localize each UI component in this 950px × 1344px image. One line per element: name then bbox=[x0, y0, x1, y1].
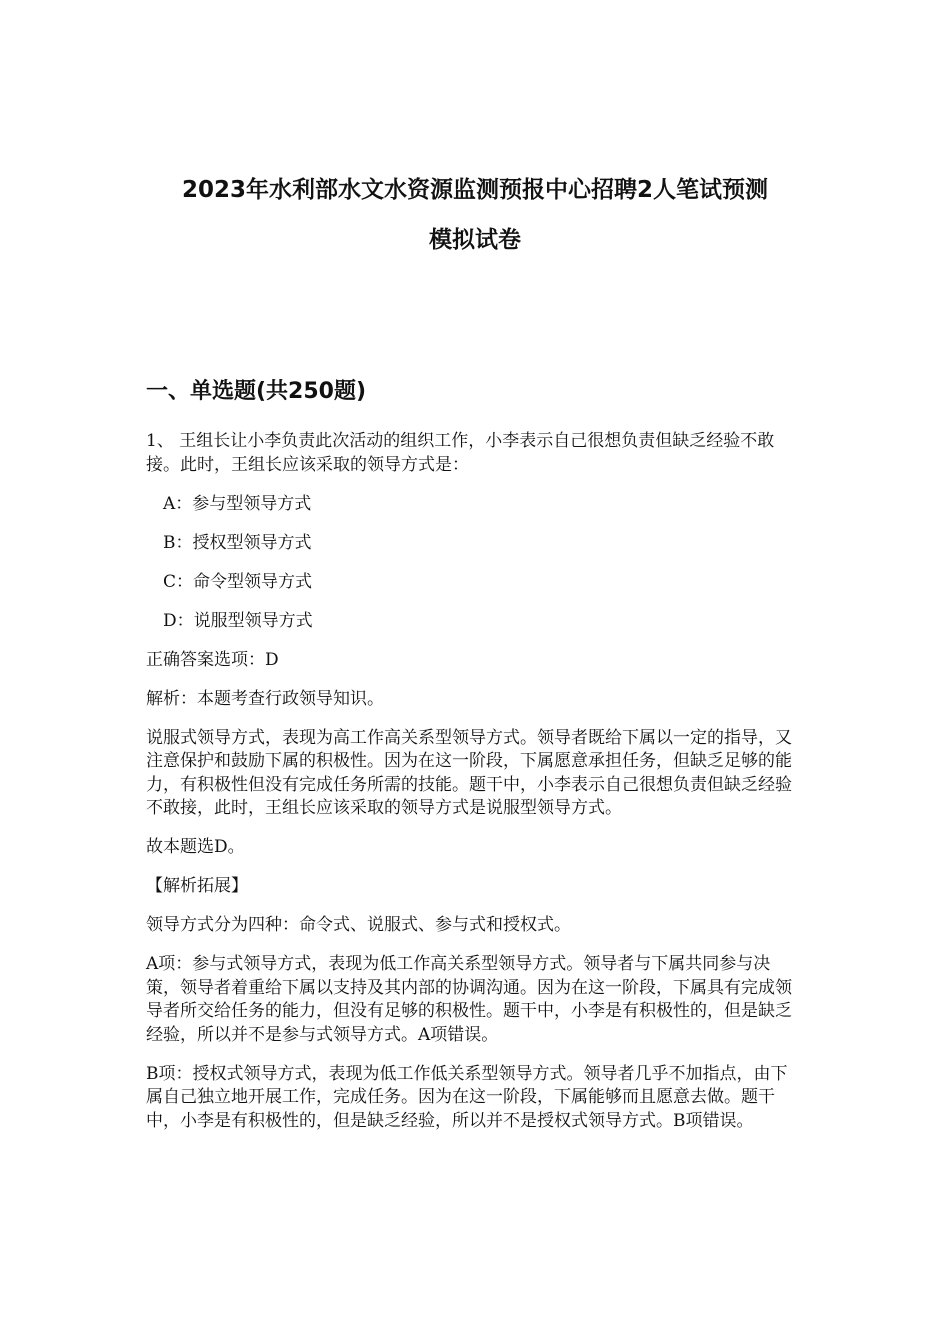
extension-heading: 【解析拓展】 bbox=[146, 876, 248, 896]
question-stem: 1、 王组长让小李负责此次活动的组织工作，小李表示自己很想负责但缺乏经验不敢接。此时，王组长应该采取的领导方式是： bbox=[146, 431, 775, 475]
correct-answer: 正确答案选项：D bbox=[146, 649, 279, 670]
extension-option-a: A项：参与式领导方式，表现为低工作高关系型领导方式。领导者与下属共同参与决策，领导者着重给下属以支持及其内部的协调沟通。因为在这一阶段，下属具有完成领导者所交给任务的能力，但没有足够的积极性。题干中，小李是有积极性的，但是缺乏经验，所以并不是参与式领导方式。A项错误。 bbox=[146, 954, 792, 1045]
option-b: B：授权型领导方式 bbox=[163, 532, 312, 553]
extension-option-b: B项：授权式领导方式，表现为低工作低关系型领导方式。领导者几乎不加指点，由下属自己独立地开展工作，完成任务。因为在这一阶段，下属能够而且愿意去做。题干中，小李是有积极性的，但是缺乏经验，所以并不是授权式领导方式。B项错误。 bbox=[146, 1063, 788, 1131]
option-a: A：参与型领导方式 bbox=[163, 493, 312, 514]
analysis-label: 解析：本题考查行政领导知识。 bbox=[146, 688, 384, 709]
conclusion: 故本题选D。 bbox=[146, 837, 245, 857]
analysis-body: 说服式领导方式，表现为高工作高关系型领导方式。领导者既给下属以一定的指导，又注意保护和鼓励下属的积极性。因为在这一阶段，下属愿意承担任务，但缺乏足够的能力，有积极性但没有完成任务所需的技能。题干中，小李表示自己很想负责但缺乏经验不敢接，此时，王组长应该采取的领导方式是说服型领导方式。 bbox=[146, 727, 792, 818]
extension-intro: 领导方式分为四种：命令式、说服式、参与式和授权式。 bbox=[146, 915, 571, 935]
section-heading: 一、单选题(共250题) bbox=[146, 379, 367, 404]
option-c: C：命令型领导方式 bbox=[163, 571, 313, 592]
document-title-line-1: 2023年水利部水文水资源监测预报中心招聘2人笔试预测 bbox=[181, 177, 769, 203]
question-block bbox=[146, 430, 800, 1149]
option-d: D：说服型领导方式 bbox=[163, 610, 313, 631]
document-title-line-2: 模拟试卷 bbox=[429, 227, 521, 253]
